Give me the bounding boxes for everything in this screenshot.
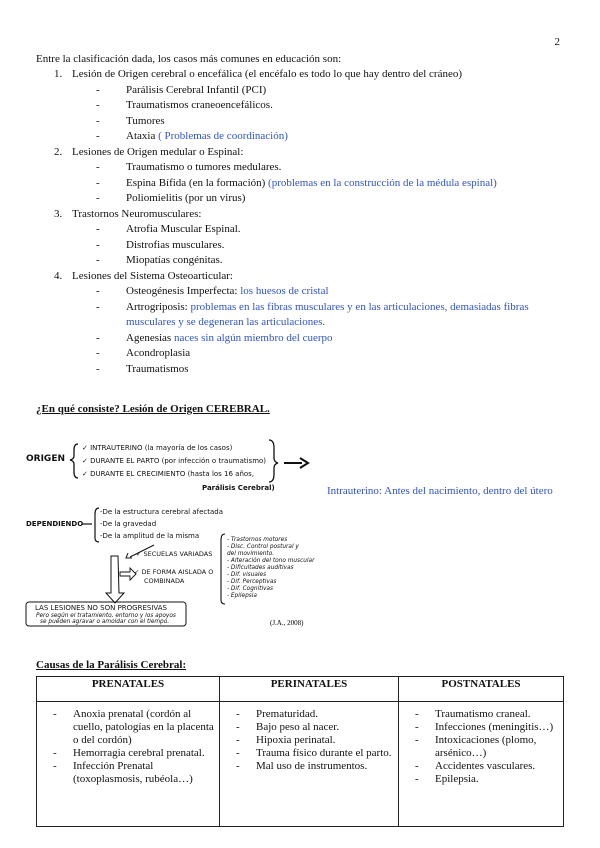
section-4: 4. Lesiones del Sistema Osteoarticular: - Osteogénesis Imperfecta: los huesos de cristal - Artrogriposis: problemas en las fibras musculares y en las articulaciones, demasiadas fibras musculares y se degeneran las articulaciones. - Agenesias naces sin algún miembro del cuerpo - Acondroplasia - Traumatismos [36, 269, 566, 378]
cell-perinatales [220, 702, 399, 827]
list-item: - Intoxicaciones (plomo, arsénico…) [415, 734, 537, 759]
origin-diagram [20, 430, 320, 630]
column-header-postnatales: POSTNATALES [399, 677, 564, 702]
effect-item: - Dificultades auditivas [227, 565, 294, 571]
list-item: - Trauma físico durante el parto. [236, 747, 392, 759]
column-header-prenatales: PRENATALES [37, 677, 220, 702]
dep-item: -De la estructura cerebral afectada [100, 508, 223, 516]
secuelas-label: ✓ SECUELAS VARIADAS [136, 550, 213, 558]
list-item: - Distrofias musculares. [96, 238, 225, 251]
causes-table [36, 676, 564, 827]
list-item: - Prematuridad. [236, 708, 319, 720]
lesiones-sub: Pero según el tratamiento, entorno y los apoyos [36, 613, 176, 619]
origen-item: ✓ DURANTE EL CRECIMIENTO (hasta los 16 años, [82, 470, 255, 478]
list-item: - Infecciones (meningitis…) [415, 721, 554, 733]
section-title: Lesiones de Origen medular o Espinal: [72, 145, 244, 158]
list-item: - Traumatismos craneoencefálicos. [96, 99, 273, 111]
section-title: Lesión de Origen cerebral o encefálica (el encéfalo es todo lo que hay dentro del cráneo) [72, 68, 463, 80]
list-item: - Agenesias naces sin algún miembro del cuerpo [96, 331, 333, 344]
list-item: - Hemorragia cerebral prenatal. [53, 747, 205, 759]
list-item: - Ataxia ( Problemas de coordinación) [96, 130, 288, 142]
origen-item: ✓ DURANTE EL PARTO (por infección o traumatismo) [82, 457, 267, 465]
list-item: - Atrofia Muscular Espinal. [96, 223, 241, 235]
list-item: - Artrogriposis: problemas en las fibras musculares y en las articulaciones, demasiadas fibras musculares y se degeneran las articulaciones. [96, 300, 529, 328]
page-number: 2 [554, 36, 560, 48]
combinada-label: COMBINADA [144, 577, 185, 585]
effect-item: del movimiento. [227, 551, 275, 557]
origen-label: ORIGEN [26, 454, 65, 464]
list-item: - Hipoxia perinatal. [236, 734, 336, 746]
list-item: - Acondroplasia [96, 347, 191, 359]
cell-prenatales [37, 702, 220, 827]
intrauterino-note: Intrauterino: Antes del nacimiento, dentro del útero [327, 485, 553, 497]
list-item: - Poliomielitis (por un virus) [96, 192, 246, 204]
list-item: - Anoxia prenatal (cordón al cuello, patologías en la placenta o del cordón) [53, 708, 214, 746]
classification-list [36, 67, 566, 377]
list-item: - Osteogénesis Imperfecta: los huesos de cristal [96, 285, 329, 297]
lesiones-sub: se pueden agravar o amoldar con el tiempo. [40, 619, 170, 625]
list-item: - Parálisis Cerebral Infantil (PCI) [96, 83, 267, 96]
heading-origen: ¿En qué consiste? Lesión de Origen CEREBRAL. [36, 403, 270, 415]
list-item: - Espina Bífida (en la formación) (problemas en la construcción de la médula espinal) [96, 176, 497, 189]
section-2: 2. Lesiones de Origen medular o Espinal: - Traumatismo o tumores medulares. - Espina Bífida (en la formación) (problemas en la construcción de la médula espinal) - Poliomielitis (por un virus) [36, 145, 566, 207]
lesiones-label: LAS LESIONES NO SON PROGRESIVAS [35, 604, 167, 612]
list-item: - Accidentes vasculares. [415, 760, 536, 772]
section-title: Trastornos Neuromusculares: [72, 207, 202, 220]
effect-item: - Epilepsia [227, 593, 257, 599]
effect-item: - Alteración del tono muscular [227, 558, 315, 564]
list-item: - Miopatías congénitas. [96, 254, 223, 266]
dep-item: -De la amplitud de la misma [100, 532, 200, 540]
paralisis-label: Parálisis Cerebral) [202, 484, 275, 492]
cell-postnatales [399, 702, 564, 827]
list-item: - Tumores [96, 114, 165, 127]
effect-item: - Dif. visuales [227, 572, 267, 578]
list-item: - Bajo peso al nacer. [236, 721, 340, 733]
list-item: - Infección Prenatal (toxoplasmosis, rubéola…) [53, 760, 193, 785]
effect-item: - Dif. Cognitivas [227, 586, 274, 592]
citation: (J.A., 2008) [270, 619, 304, 627]
intro-text: Entre la clasificación dada, los casos más comunes en educación son: [36, 53, 342, 65]
list-item: - Traumatismo o tumores medulares. [96, 161, 282, 173]
section-title: Lesiones del Sistema Osteoarticular: [72, 269, 233, 282]
list-item: - Traumatismos [96, 362, 189, 375]
column-header-perinatales: PERINATALES [220, 677, 399, 702]
dep-item: -De la gravedad [100, 520, 157, 528]
forma-aislada-label: ✓ DE FORMA AISLADA O [134, 568, 214, 576]
list-item: - Traumatismo craneal. [415, 708, 531, 720]
list-item: - Mal uso de instrumentos. [236, 760, 368, 772]
effect-item: - Trastornos motores [227, 537, 288, 543]
list-item: - Epilepsia. [415, 773, 479, 785]
effect-item: - Disc. Control postural y [227, 544, 299, 550]
effect-item: - Dif. Perceptivas [227, 579, 277, 585]
section-3: 3. Trastornos Neuromusculares: - Atrofia Muscular Espinal. - Distrofias musculares. - Miopatías congénitas. [36, 207, 566, 269]
origen-item: ✓ INTRAUTERINO (la mayoría de los casos) [82, 444, 233, 452]
dependiendo-label: DEPENDIENDO [26, 520, 84, 528]
heading-causas: Causas de la Parálisis Cerebral: [36, 659, 187, 671]
section-1: 1. Lesión de Origen cerebral o encefálica (el encéfalo es todo lo que hay dentro del cráneo) - Parálisis Cerebral Infantil (PCI) - Traumatismos craneoencefálicos. - Tumores - Ataxia ( Problemas de coordinación) [36, 67, 566, 145]
